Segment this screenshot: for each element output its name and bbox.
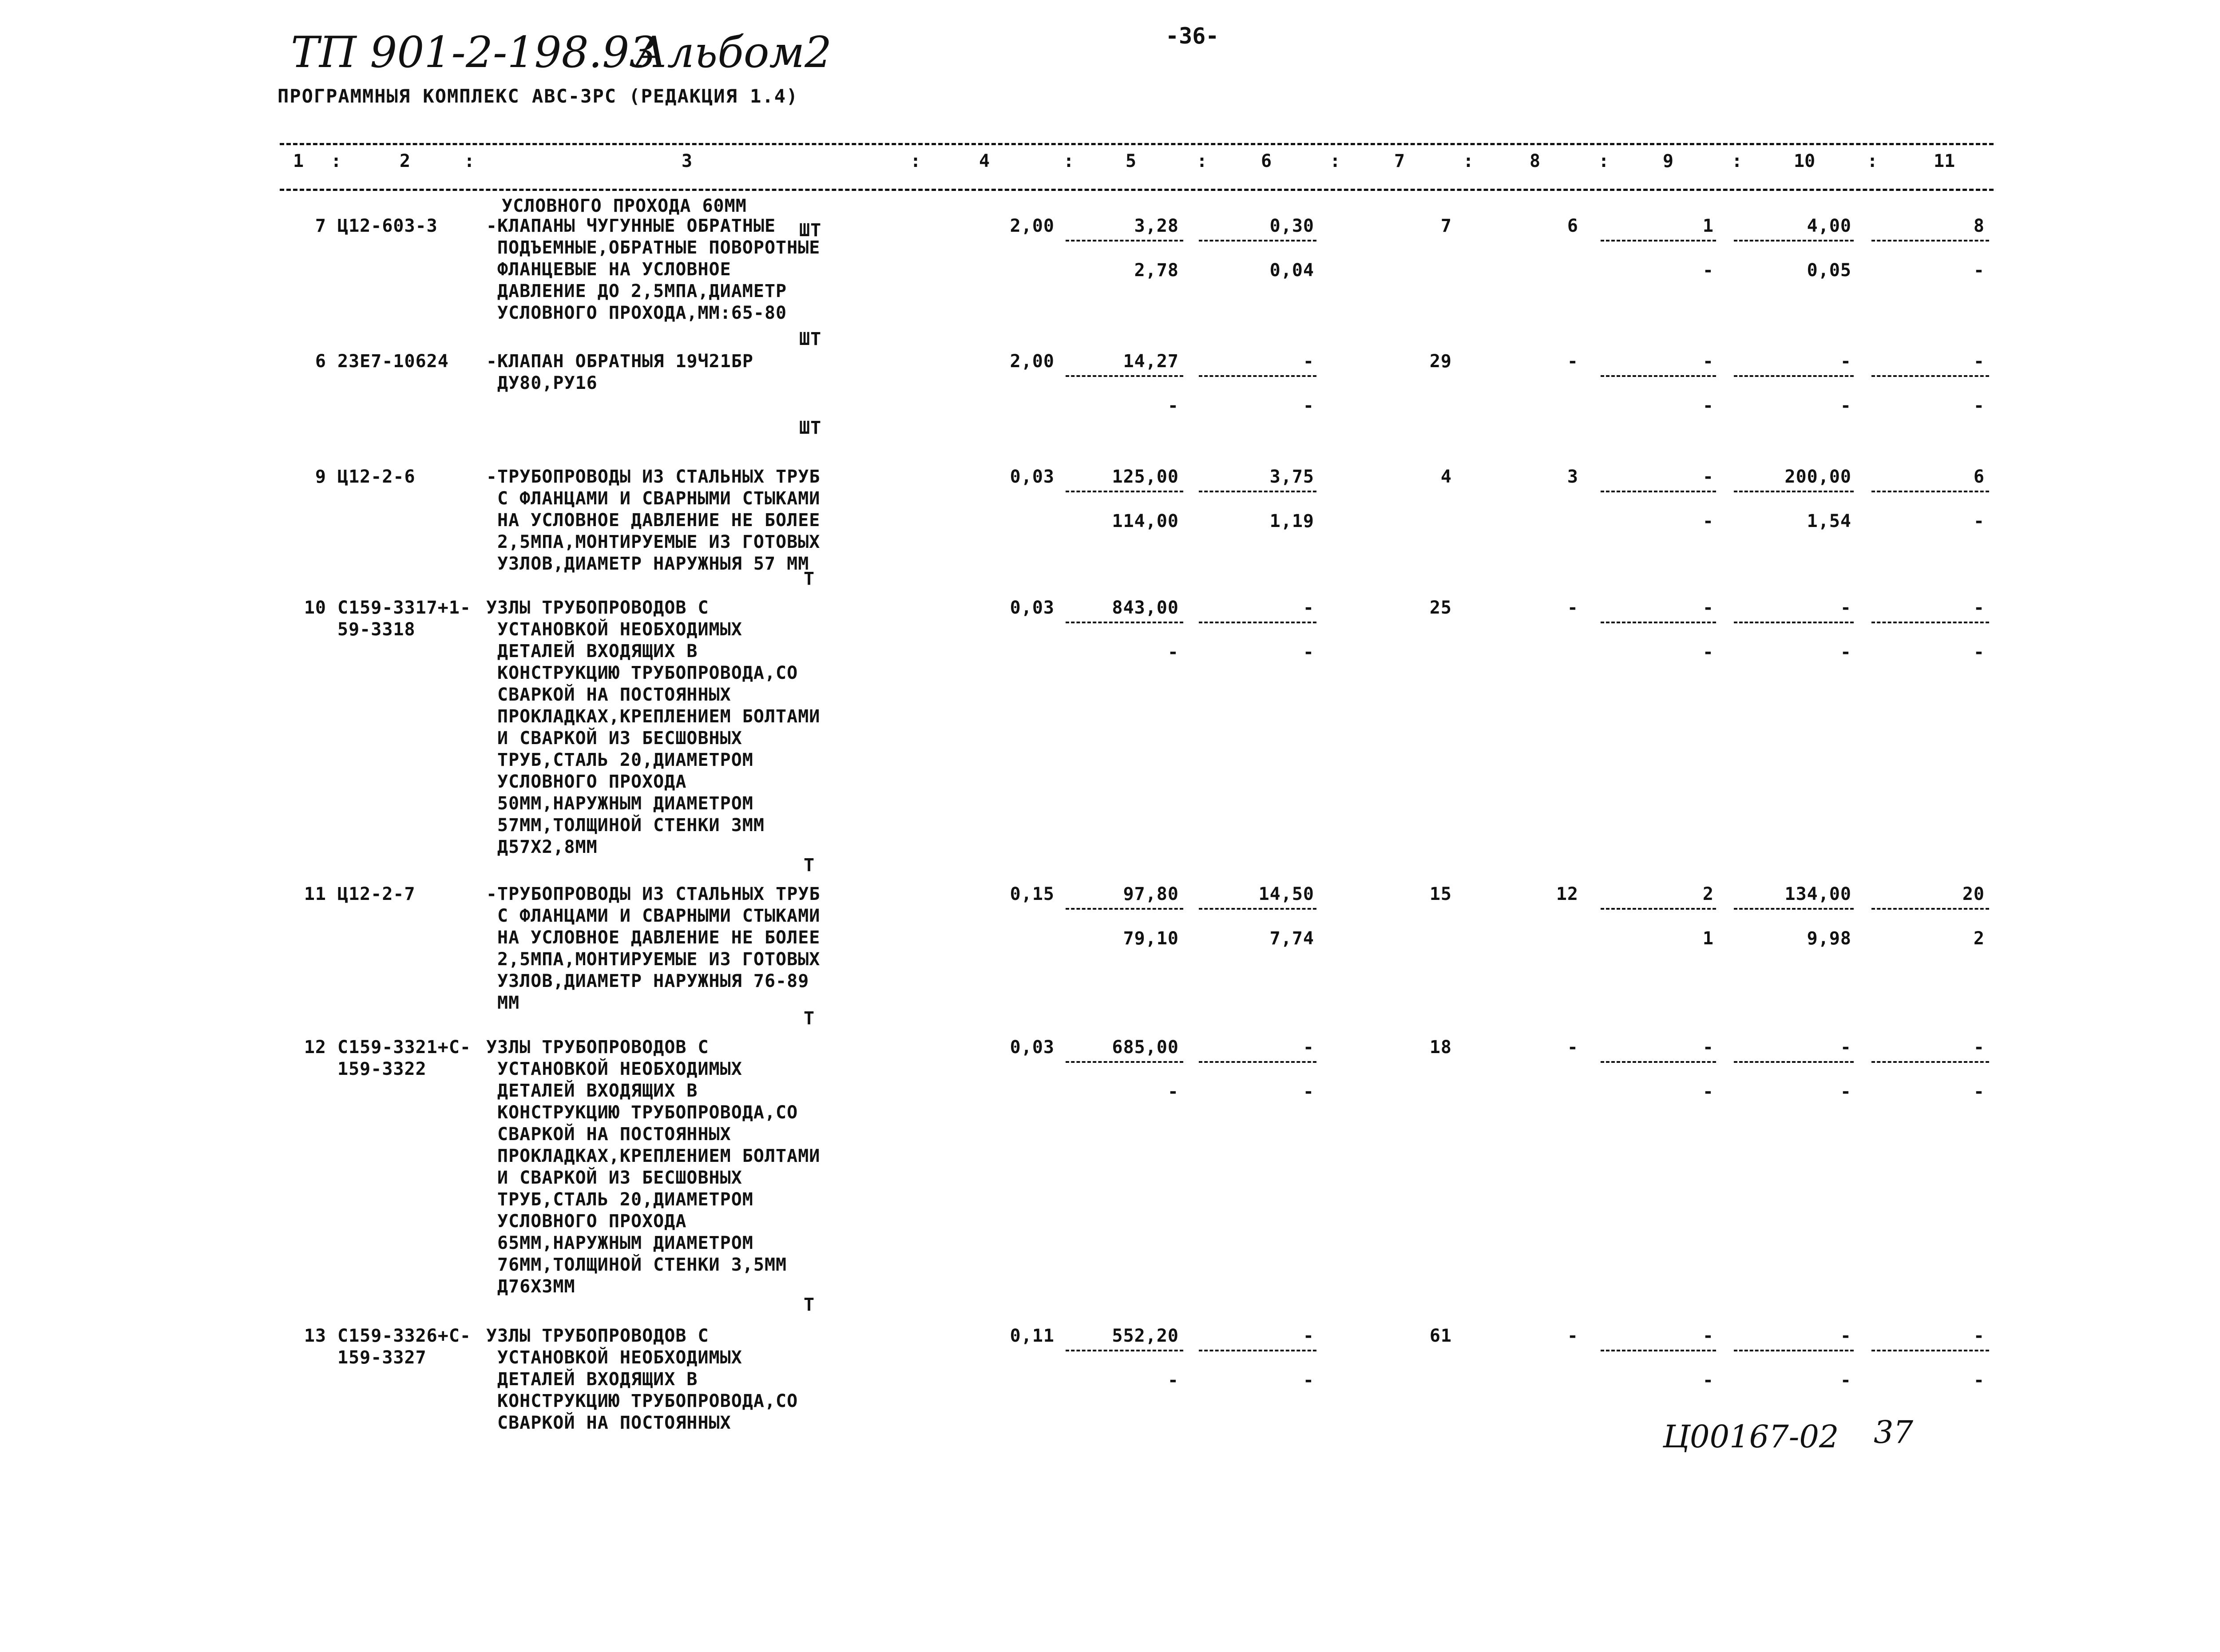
col-header-3: 3 [682, 151, 693, 171]
row-description-line: НА УСЛОВНОЕ ДАВЛЕНИЕ НЕ БОЛЕЕ [497, 927, 821, 948]
cell-c6-lower: - [1303, 642, 1314, 662]
row-description-line: 57ММ,ТОЛЩИНОЙ СТЕНКИ 3ММ [497, 815, 765, 836]
cell-c8: - [1567, 1326, 1578, 1346]
cell-c5-divider [1066, 622, 1183, 623]
cell-c10-divider [1734, 622, 1854, 623]
cell-c9-divider [1601, 491, 1716, 492]
footer-stamp: Ц00167-02 [1663, 1418, 1839, 1455]
page-number: -36- [1166, 23, 1219, 49]
col-separator: : [1732, 151, 1743, 171]
row-description-line: ДАВЛЕНИЕ ДО 2,5МПА,ДИАМЕТР [497, 281, 787, 301]
cell-c5-upper: 14,27 [1123, 351, 1179, 372]
cell-c8: 12 [1556, 884, 1578, 904]
cell-c5-lower: - [1167, 1370, 1179, 1391]
row-description-line: И СВАРКОЙ ИЗ БЕСШОВНЫХ [497, 1168, 742, 1188]
row-description-line: -ТРУБОПРОВОДЫ ИЗ СТАЛЬНЫХ ТРУБ [486, 467, 821, 487]
row-code: Ц12-2-7 [337, 884, 416, 904]
col-header-6: 6 [1261, 151, 1272, 171]
row-description-line: 2,5МПА,МОНТИРУЕМЫЕ ИЗ ГОТОВЫХ [497, 532, 821, 552]
cell-c8: 3 [1567, 467, 1578, 487]
row-description-line: ДЕТАЛЕЙ ВХОДЯЩИХ В [497, 1369, 698, 1390]
cell-c10-divider [1734, 491, 1854, 492]
cell-c5-lower: - [1167, 642, 1179, 662]
row-description-line: И СВАРКОЙ ИЗ БЕСШОВНЫХ [497, 728, 742, 749]
cell-c11-upper: - [1973, 1326, 1985, 1346]
row-number: 11 [304, 884, 326, 904]
cell-c5-upper: 552,20 [1112, 1326, 1179, 1346]
cell-c11-lower: - [1973, 1082, 1985, 1102]
cell-c5-lower: 2,78 [1134, 260, 1179, 281]
row-number: 10 [304, 598, 326, 618]
row-description-line: УСЛОВНОГО ПРОХОДА [497, 1211, 687, 1232]
cell-c11-divider [1871, 240, 1989, 242]
row-code: С159-3321+С- [337, 1037, 471, 1058]
cell-c6-divider [1199, 491, 1316, 492]
row-description-line: УСЛОВНОГО ПРОХОДА,ММ:65-80 [497, 303, 787, 323]
row-description-line: ММ [497, 993, 520, 1013]
cell-c5-lower: 79,10 [1123, 928, 1179, 949]
row-code: 23Е7-10624 [337, 351, 449, 372]
cell-c9-lower: - [1702, 642, 1714, 662]
col-header-11: 11 [1934, 151, 1955, 171]
cell-c6-divider [1199, 240, 1316, 242]
col-separator: : [1867, 151, 1878, 171]
row-description-line: ДЕТАЛЕЙ ВХОДЯЩИХ В [497, 641, 698, 662]
row-code: 59-3318 [337, 619, 416, 640]
cell-c11-lower: - [1973, 1370, 1985, 1391]
continuation-text: УСЛОВНОГО ПРОХОДА 60ММ [502, 196, 747, 216]
cell-c9-lower: - [1702, 511, 1714, 531]
cell-c6-divider [1199, 375, 1316, 377]
cell-c6-upper: - [1303, 351, 1314, 372]
row-description-line: КОНСТРУКЦИЮ ТРУБОПРОВОДА,СО [497, 1391, 798, 1411]
row-unit: ШТ [799, 418, 822, 438]
program-title: ПРОГРАММНЫЯ КОМПЛЕКС АВС-ЗРС (РЕДАКЦИЯ 1.4) [278, 85, 799, 107]
row-number: 9 [315, 467, 326, 487]
cell-c11-lower: - [1973, 642, 1985, 662]
cell-c5-divider [1066, 1350, 1183, 1351]
cell-c9-upper: - [1702, 1037, 1714, 1058]
row-description-line: СВАРКОЙ НА ПОСТОЯННЫХ [497, 1413, 731, 1433]
cell-c5-upper: 125,00 [1112, 467, 1179, 487]
cell-c5-upper: 3,28 [1134, 216, 1179, 236]
cell-c9-lower: - [1702, 1370, 1714, 1391]
cell-c4: 0,03 [1010, 598, 1054, 618]
col-header-7: 7 [1394, 151, 1405, 171]
cell-c7: 4 [1440, 467, 1452, 487]
cell-c9-lower: - [1702, 396, 1714, 416]
cell-c8: - [1567, 1037, 1578, 1058]
cell-c9-upper: - [1702, 351, 1714, 372]
cell-c5-lower: - [1167, 396, 1179, 416]
cell-c11-divider [1871, 622, 1989, 623]
cell-c10-upper: - [1840, 598, 1851, 618]
col-separator: : [1063, 151, 1074, 171]
cell-c11-divider [1871, 1350, 1989, 1351]
cell-c11-upper: - [1973, 1037, 1985, 1058]
cell-c6-divider [1199, 908, 1316, 910]
cell-c10-lower: 0,05 [1807, 260, 1851, 281]
cell-c11-lower: - [1973, 396, 1985, 416]
cell-c5-divider [1066, 375, 1183, 377]
cell-c4: 0,15 [1010, 884, 1054, 904]
cell-c7: 15 [1429, 884, 1452, 904]
cell-c11-divider [1871, 375, 1989, 377]
row-description-line: ПРОКЛАДКАХ,КРЕПЛЕНИЕМ БОЛТАМИ [497, 706, 821, 727]
cell-c4: 0,11 [1010, 1326, 1054, 1346]
cell-c6-upper: 3,75 [1269, 467, 1314, 487]
cell-c7: 18 [1429, 1037, 1452, 1058]
row-description-line: 76ММ,ТОЛЩИНОЙ СТЕНКИ 3,5ММ [497, 1255, 787, 1275]
album-label: Альбом2 [635, 28, 832, 77]
row-code: С159-3326+С- [337, 1326, 471, 1346]
col-header-8: 8 [1530, 151, 1541, 171]
row-description-line: ДУ80,РУ16 [497, 373, 598, 393]
row-code: Ц12-603-3 [337, 216, 438, 236]
row-description-line: Д76Х3ММ [497, 1276, 575, 1297]
cell-c9-upper: 2 [1702, 884, 1714, 904]
row-description-line: 2,5МПА,МОНТИРУЕМЫЕ ИЗ ГОТОВЫХ [497, 949, 821, 970]
cell-c11-upper: 8 [1973, 216, 1985, 236]
row-code: Ц12-2-6 [337, 467, 416, 487]
cell-c11-upper: - [1973, 351, 1985, 372]
row-number: 12 [304, 1037, 326, 1058]
cell-c5-upper: 97,80 [1123, 884, 1179, 904]
cell-c10-lower: - [1840, 642, 1851, 662]
row-description-line: С ФЛАНЦАМИ И СВАРНЫМИ СТЫКАМИ [497, 906, 821, 926]
row-description-line: -ТРУБОПРОВОДЫ ИЗ СТАЛЬНЫХ ТРУБ [486, 884, 821, 904]
cell-c4: 2,00 [1010, 351, 1054, 372]
col-header-9: 9 [1663, 151, 1674, 171]
cell-c9-divider [1601, 622, 1716, 623]
cell-c10-upper: - [1840, 1326, 1851, 1346]
cell-c11-lower: - [1973, 511, 1985, 531]
cell-c6-upper: - [1303, 598, 1314, 618]
header-rule-top [280, 143, 1994, 145]
row-description-line: УЗЛОВ,ДИАМЕТР НАРУЖНЫЯ 76-89 [497, 971, 809, 991]
cell-c9-upper: - [1702, 1326, 1714, 1346]
col-separator: : [331, 151, 342, 171]
cell-c5-lower: 114,00 [1112, 511, 1179, 531]
cell-c6-divider [1199, 1061, 1316, 1063]
cell-c5-divider [1066, 240, 1183, 242]
col-header-1: 1 [293, 151, 304, 171]
cell-c10-upper: - [1840, 1037, 1851, 1058]
row-code: 159-3327 [337, 1347, 427, 1368]
cell-c11-upper: - [1973, 598, 1985, 618]
cell-c6-lower: 7,74 [1269, 928, 1314, 949]
cell-c6-lower: 0,04 [1269, 260, 1314, 281]
cell-c4: 0,03 [1010, 467, 1054, 487]
cell-c9-divider [1601, 375, 1716, 377]
row-description-line: УЗЛЫ ТРУБОПРОВОДОВ С [486, 1037, 709, 1058]
cell-c9-divider [1601, 1061, 1716, 1063]
cell-c10-lower: - [1840, 1082, 1851, 1102]
col-separator: : [464, 151, 475, 171]
cell-c11-upper: 20 [1962, 884, 1985, 904]
cell-c9-lower: - [1702, 1082, 1714, 1102]
row-description-line: ТРУБ,СТАЛЬ 20,ДИАМЕТРОМ [497, 1189, 753, 1210]
cell-c9-upper: - [1702, 467, 1714, 487]
cell-c11-divider [1871, 908, 1989, 910]
cell-c6-lower: 1,19 [1269, 511, 1314, 531]
cell-c10-upper: 134,00 [1784, 884, 1851, 904]
col-separator: : [1330, 151, 1341, 171]
row-description-line: Д57Х2,8ММ [497, 837, 598, 857]
header-rule-bottom [280, 189, 1994, 191]
cell-c5-divider [1066, 1061, 1183, 1063]
cell-c11-divider [1871, 491, 1989, 492]
row-description-line: УЗЛЫ ТРУБОПРОВОДОВ С [486, 1326, 709, 1346]
cell-c6-upper: - [1303, 1037, 1314, 1058]
cell-c9-upper: 1 [1702, 216, 1714, 236]
cell-c6-lower: - [1303, 1370, 1314, 1391]
row-unit: ШТ [799, 329, 822, 349]
cell-c11-upper: 6 [1973, 467, 1985, 487]
cell-c7: 7 [1440, 216, 1452, 236]
cell-c7: 25 [1429, 598, 1452, 618]
row-description-line: -КЛАПАНЫ ЧУГУННЫЕ ОБРАТНЫЕ [486, 216, 776, 236]
row-description-line: УСТАНОВКОЙ НЕОБХОДИМЫХ [497, 619, 742, 640]
cell-c7: 61 [1429, 1326, 1452, 1346]
col-separator: : [1463, 151, 1474, 171]
cell-c10-divider [1734, 1061, 1854, 1063]
row-code: С159-3317+1- [337, 598, 471, 618]
row-number: 7 [315, 216, 326, 236]
cell-c6-upper: 14,50 [1258, 884, 1314, 904]
row-description-line: СВАРКОЙ НА ПОСТОЯННЫХ [497, 1124, 731, 1145]
col-header-5: 5 [1126, 151, 1137, 171]
cell-c5-upper: 685,00 [1112, 1037, 1179, 1058]
row-description-line: 65ММ,НАРУЖНЫМ ДИАМЕТРОМ [497, 1233, 753, 1253]
cell-c10-upper: - [1840, 351, 1851, 372]
cell-c10-divider [1734, 1350, 1854, 1351]
footer-sheet-number: 37 [1874, 1414, 1914, 1450]
row-description-line: НА УСЛОВНОЕ ДАВЛЕНИЕ НЕ БОЛЕЕ [497, 510, 821, 531]
row-description-line: КОНСТРУКЦИЮ ТРУБОПРОВОДА,СО [497, 1102, 798, 1123]
row-description-line: УЗЛОВ,ДИАМЕТР НАРУЖНЫЯ 57 ММ [497, 554, 809, 574]
cell-c9-lower: 1 [1702, 928, 1714, 949]
cell-c4: 0,03 [1010, 1037, 1054, 1058]
cell-c5-divider [1066, 908, 1183, 910]
cell-c5-upper: 843,00 [1112, 598, 1179, 618]
row-description-line: УСТАНОВКОЙ НЕОБХОДИМЫХ [497, 1347, 742, 1368]
cell-c10-lower: 9,98 [1807, 928, 1851, 949]
col-header-2: 2 [400, 151, 411, 171]
cell-c8: 6 [1567, 216, 1578, 236]
cell-c8: - [1567, 598, 1578, 618]
row-number: 13 [304, 1326, 326, 1346]
cell-c9-divider [1601, 240, 1716, 242]
row-description-line: ДЕТАЛЕЙ ВХОДЯЩИХ В [497, 1081, 698, 1101]
row-description-line: -КЛАПАН ОБРАТНЫЯ 19Ч21БР [486, 351, 753, 372]
col-separator: : [1197, 151, 1208, 171]
unit-label: ШТ [799, 220, 822, 241]
cell-c10-divider [1734, 908, 1854, 910]
cell-c6-lower: - [1303, 1082, 1314, 1102]
cell-c6-lower: - [1303, 396, 1314, 416]
row-description-line: КОНСТРУКЦИЮ ТРУБОПРОВОДА,СО [497, 663, 798, 683]
cell-c9-divider [1601, 1350, 1716, 1351]
row-description-line: ПОДЪЕМНЫЕ,ОБРАТНЫЕ ПОВОРОТНЫЕ [497, 238, 821, 258]
cell-c10-lower: 1,54 [1807, 511, 1851, 531]
cell-c6-divider [1199, 1350, 1316, 1351]
row-unit: Т [804, 1008, 815, 1029]
cell-c5-divider [1066, 491, 1183, 492]
row-description-line: УСЛОВНОГО ПРОХОДА [497, 772, 687, 792]
row-description-line: ТРУБ,СТАЛЬ 20,ДИАМЕТРОМ [497, 750, 753, 770]
cell-c6-upper: 0,30 [1269, 216, 1314, 236]
cell-c9-upper: - [1702, 598, 1714, 618]
row-description-line: УЗЛЫ ТРУБОПРОВОДОВ С [486, 598, 709, 618]
row-description-line: ФЛАНЦЕВЫЕ НА УСЛОВНОЕ [497, 259, 731, 280]
row-number: 6 [315, 351, 326, 372]
row-unit: Т [804, 1295, 815, 1315]
row-unit: Т [804, 855, 815, 876]
cell-c7: 29 [1429, 351, 1452, 372]
row-unit: Т [804, 569, 815, 589]
cell-c6-divider [1199, 622, 1316, 623]
cell-c5-lower: - [1167, 1082, 1179, 1102]
cell-c10-divider [1734, 240, 1854, 242]
col-separator: : [1598, 151, 1610, 171]
cell-c10-lower: - [1840, 396, 1851, 416]
cell-c11-lower: 2 [1973, 928, 1985, 949]
row-description-line: С ФЛАНЦАМИ И СВАРНЫМИ СТЫКАМИ [497, 488, 821, 509]
cell-c10-upper: 200,00 [1784, 467, 1851, 487]
row-description-line: 50ММ,НАРУЖНЫМ ДИАМЕТРОМ [497, 793, 753, 814]
cell-c9-lower: - [1702, 260, 1714, 281]
cell-c10-lower: - [1840, 1370, 1851, 1391]
cell-c10-divider [1734, 375, 1854, 377]
col-separator: : [910, 151, 921, 171]
row-description-line: ПРОКЛАДКАХ,КРЕПЛЕНИЕМ БОЛТАМИ [497, 1146, 821, 1166]
cell-c4: 2,00 [1010, 216, 1054, 236]
cell-c11-divider [1871, 1061, 1989, 1063]
row-code: 159-3322 [337, 1059, 427, 1079]
cell-c10-upper: 4,00 [1807, 216, 1851, 236]
row-description-line: СВАРКОЙ НА ПОСТОЯННЫХ [497, 685, 731, 705]
cell-c8: - [1567, 351, 1578, 372]
cell-c9-divider [1601, 908, 1716, 910]
row-description-line: УСТАНОВКОЙ НЕОБХОДИМЫХ [497, 1059, 742, 1079]
doc-code: ТП 901-2-198.93 [291, 28, 657, 77]
col-header-10: 10 [1794, 151, 1816, 171]
cell-c11-lower: - [1973, 260, 1985, 281]
cell-c6-upper: - [1303, 1326, 1314, 1346]
col-header-4: 4 [979, 151, 990, 171]
